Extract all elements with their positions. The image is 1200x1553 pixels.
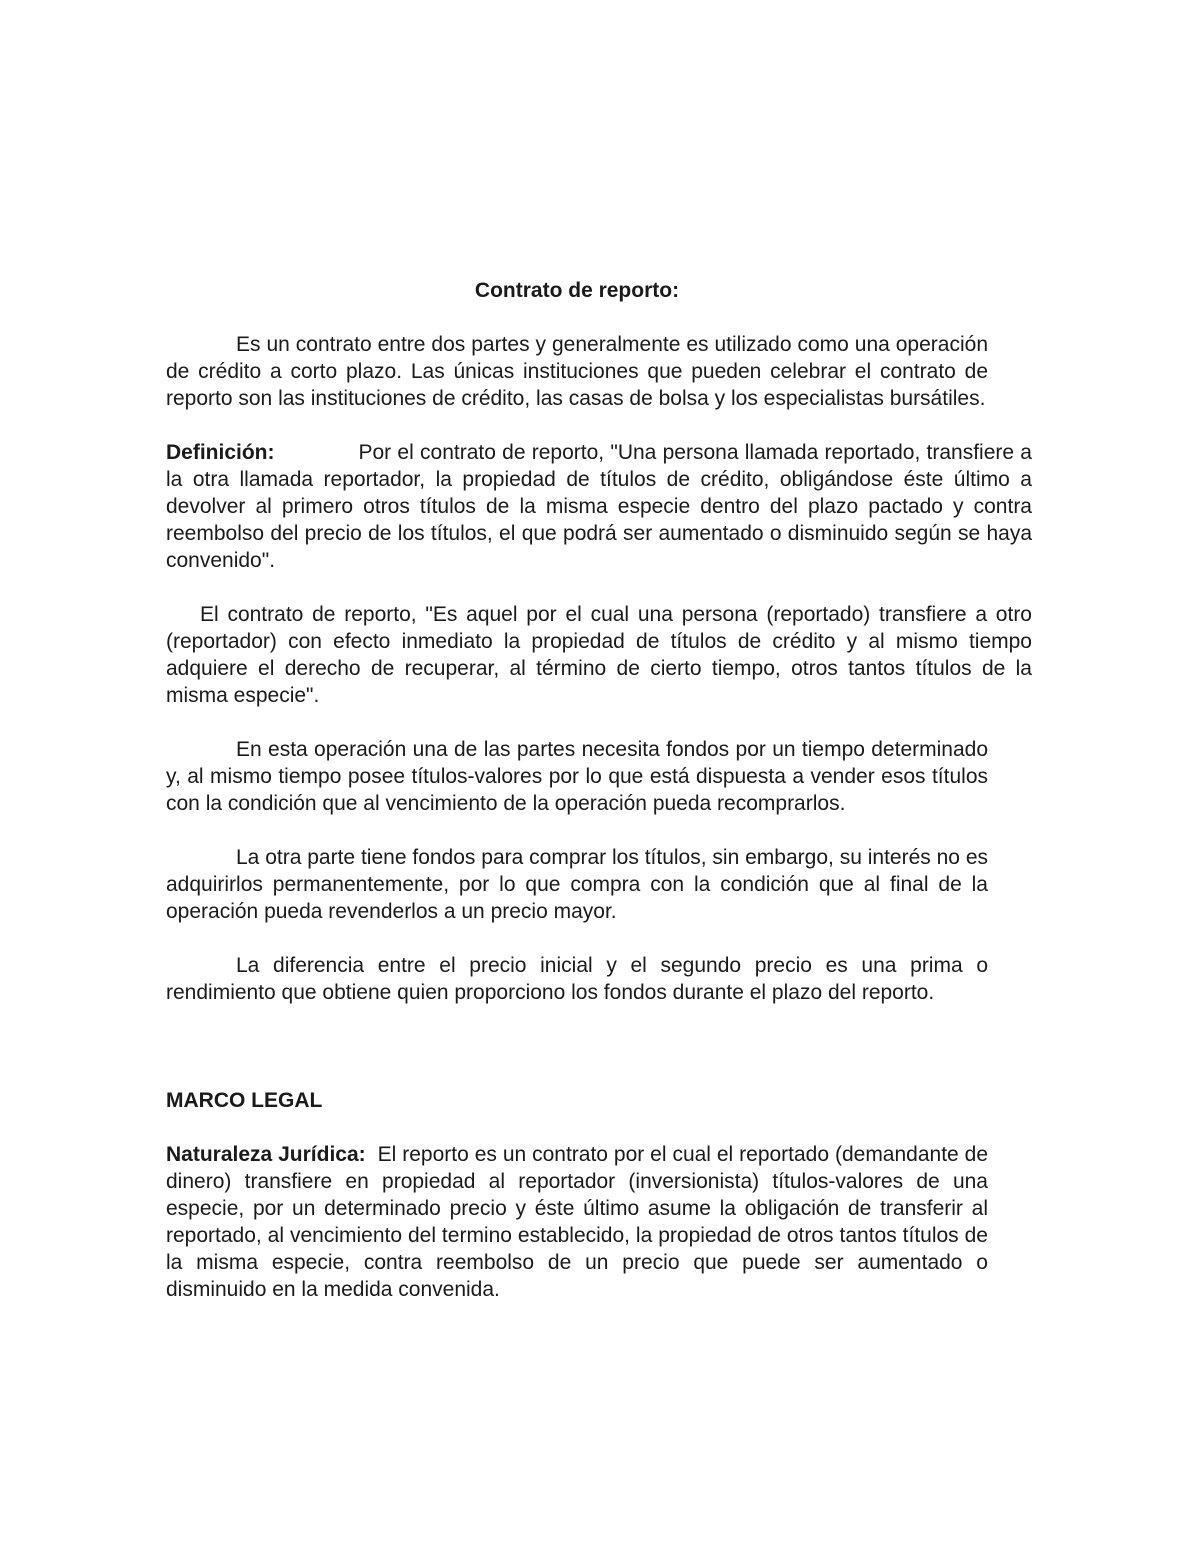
definition-label: Definición:	[166, 441, 275, 464]
definition-text: Por el contrato de reporto, "Una persona llamada reportado, transfiere a la otra llamada reportador, la propiedad de títulos de crédito, obligándose éste último a devolver al primero otros títulos de la misma especie dentro del plazo pactado y contra reembolso del precio de los títulos, el que podrá ser aumentado o disminuido según se haya convenido".	[166, 441, 1032, 572]
definition-paragraph	[166, 439, 1032, 574]
document-body	[166, 277, 1032, 1330]
document-title: Contrato de reporto:	[474, 279, 680, 302]
intro-paragraph: Es un contrato entre dos partes y generalmente es utilizado como una operación de crédito a corto plazo. Las únicas instituciones que pueden celebrar el contrato de reporto son las instituciones de crédito, las casas de bolsa y los especialistas bursátiles.	[166, 333, 988, 410]
naturaleza-label: Naturaleza Jurídica:	[166, 1143, 366, 1166]
paragraph-5: La diferencia entre el precio inicial y el segundo precio es una prima o rendimiento que obtiene quien proporciono los fondos durante el plazo del reporto.	[166, 954, 988, 1004]
naturaleza-text: El reporto es un contrato por el cual el reportado (demandante de dinero) transfiere en propiedad al reportador (inversionista) títulos-valores de una especie, por un determinado precio y éste último asume la obligación de transferir al reportado, al vencimiento del termino establecido, la propiedad de otros tantos títulos de la misma especie, contra reembolso de un precio que puede ser aumentado o disminuido en la medida convenida.	[166, 1143, 988, 1301]
section-heading: MARCO LEGAL	[166, 1089, 323, 1112]
paragraph-4: La otra parte tiene fondos para comprar los títulos, sin embargo, su interés no es adquirirlos permanentemente, por lo que compra con la condición que al final de la operación pueda revenderlos a un precio mayor.	[166, 846, 988, 923]
naturaleza-paragraph	[166, 1141, 988, 1303]
paragraph-3: En esta operación una de las partes necesita fondos por un tiempo determinado y, al mismo tiempo posee títulos-valores por lo que está dispuesta a vender esos títulos con la condición que al vencimiento de la operación pueda recomprarlos.	[166, 738, 988, 815]
paragraph-2: El contrato de reporto, "Es aquel por el cual una persona (reportado) transfiere a otro (reportador) con efecto inmediato la propiedad de títulos de crédito y al mismo tiempo adquiere el derecho de recuperar, al término de cierto tiempo, otros tantos títulos de la misma especie".	[166, 603, 1032, 707]
